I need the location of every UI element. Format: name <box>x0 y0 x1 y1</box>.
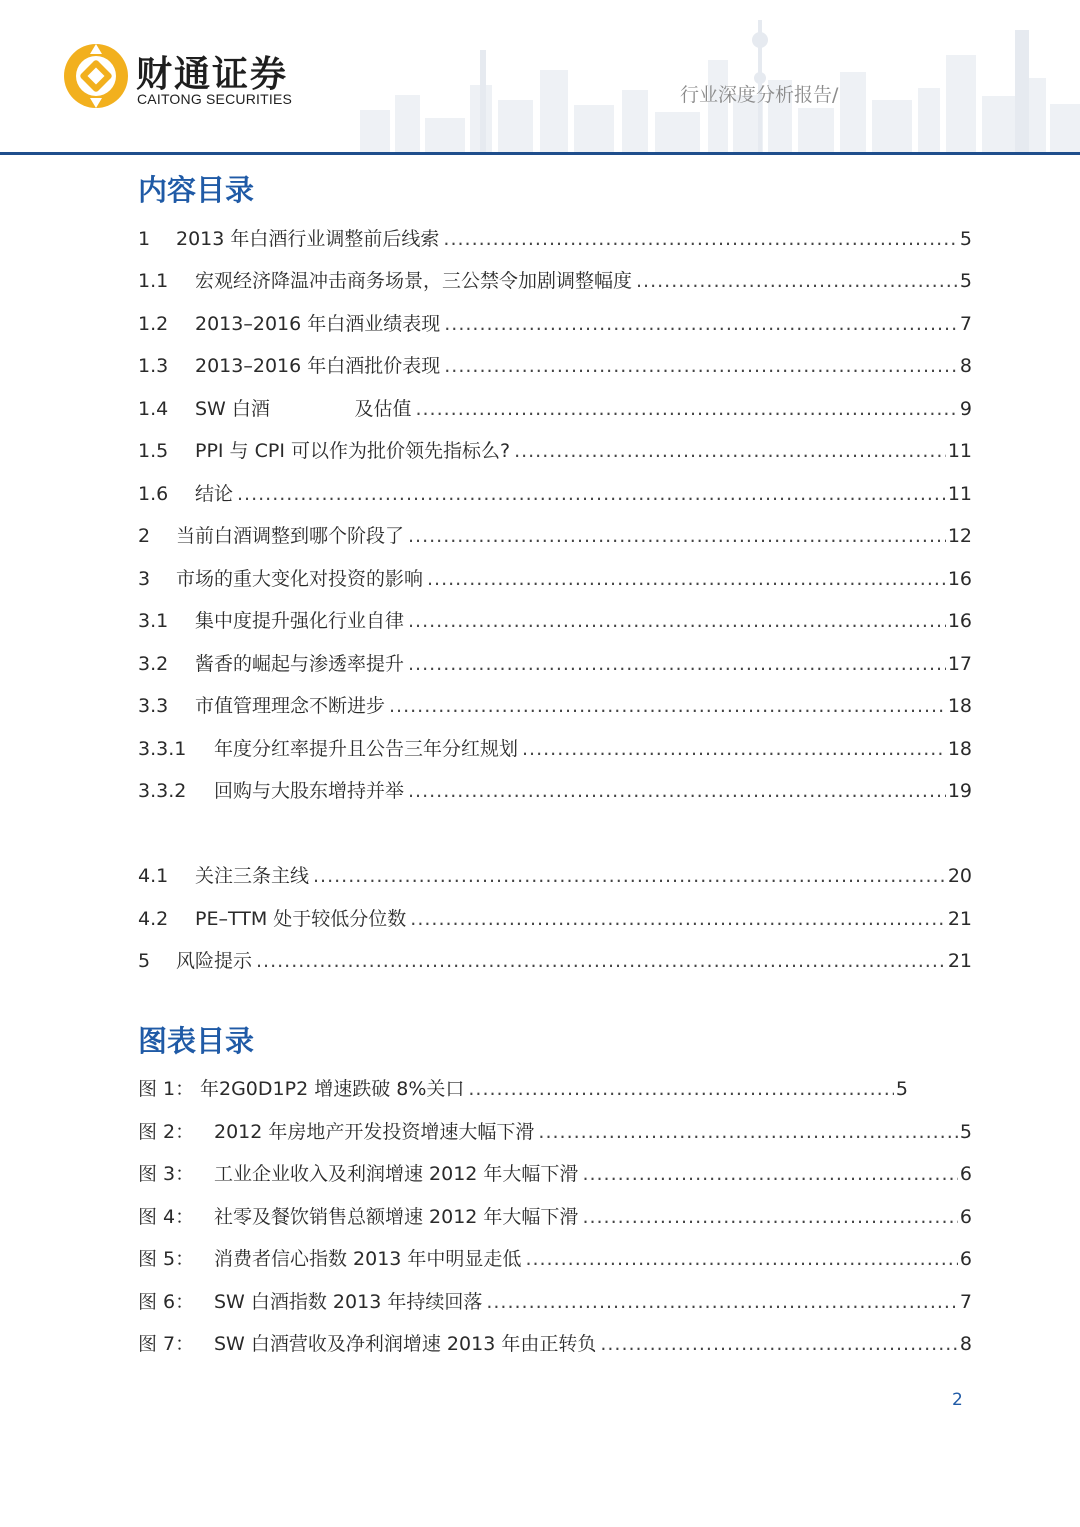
dot-leader <box>444 313 958 335</box>
caitong-logo-icon <box>62 42 130 110</box>
figure-entry-title: 工业企业收入及利润增速 2012 年大幅下滑 <box>214 1163 579 1185</box>
figure-entry[interactable] <box>138 1287 972 1317</box>
toc-entry-number: 1.6 <box>138 483 169 505</box>
logo-english-name: CAITONG SECURITIES <box>137 91 293 107</box>
toc-entry[interactable] <box>138 564 972 594</box>
dot-leader <box>444 355 958 377</box>
dot-leader <box>408 653 946 675</box>
dot-leader <box>538 1121 958 1143</box>
city-skyline-watermark <box>360 0 1080 152</box>
toc-entry-number: 2 <box>138 525 151 547</box>
dot-leader <box>582 1163 957 1185</box>
toc-entry[interactable] <box>138 351 972 381</box>
toc-entry-title: 2013–2016 年白酒业绩表现 <box>195 313 441 335</box>
figure-entry[interactable] <box>138 1159 972 1189</box>
dot-leader <box>600 1333 958 1355</box>
toc-entry-number: 5 <box>138 950 151 972</box>
toc-entry[interactable] <box>138 904 972 934</box>
dot-leader <box>237 483 946 505</box>
toc-entry-title: 关注三条主线 <box>195 865 310 887</box>
toc-entry-title: 结论 <box>195 483 234 505</box>
figure-entry-page: 7 <box>959 1291 972 1313</box>
toc-entry-page: 17 <box>947 653 972 675</box>
figure-entry-page: 6 <box>959 1206 972 1228</box>
dot-leader <box>427 568 946 590</box>
logo-chinese-name: 财通证券 <box>136 54 289 95</box>
toc-entry-title: SW 白酒 及估值 <box>195 398 412 420</box>
toc-entry-number: 4.1 <box>138 865 169 887</box>
dot-leader <box>313 865 946 887</box>
toc-entry-number: 3.3.2 <box>138 780 187 802</box>
toc-entry-title: 回购与大股东增持并举 <box>214 780 405 802</box>
toc-entry-title: 2013–2016 年白酒批价表现 <box>195 355 441 377</box>
toc-entry-title: 当前白酒调整到哪个阶段了 <box>176 525 405 547</box>
toc-entry[interactable] <box>138 691 972 721</box>
toc-entry[interactable] <box>138 266 972 296</box>
toc-entry-page: 21 <box>947 950 972 972</box>
toc-entry-page: 5 <box>959 228 972 250</box>
toc-entry-number: 1.4 <box>138 398 169 420</box>
figure-entry-number: 图 4： <box>138 1206 195 1228</box>
toc-entry[interactable] <box>138 861 972 891</box>
toc-entry-page: 16 <box>947 568 972 590</box>
dot-leader <box>514 440 946 462</box>
toc-entry-page: 19 <box>947 780 972 802</box>
figure-entry-title: SW 白酒指数 2013 年持续回落 <box>214 1291 483 1313</box>
figure-entry-number: 图 6： <box>138 1291 195 1313</box>
figure-entry[interactable] <box>138 1117 972 1147</box>
figure-entry[interactable] <box>138 1074 908 1104</box>
toc-entry-page: 7 <box>959 313 972 335</box>
toc-entry-number: 3.3.1 <box>138 738 187 760</box>
toc-entry-title: 市场的重大变化对投资的影响 <box>176 568 424 590</box>
toc-entry[interactable] <box>138 394 972 424</box>
figure-entry-title: 消费者信心指数 2013 年中明显走低 <box>214 1248 522 1270</box>
dot-leader <box>443 228 958 250</box>
dot-leader <box>636 270 958 292</box>
toc-entry[interactable] <box>138 606 972 636</box>
dot-leader <box>408 525 946 547</box>
toc-entry[interactable] <box>138 776 972 806</box>
toc-entry-title: PPI 与 CPI 可以作为批价领先指标么? <box>195 440 511 462</box>
dot-leader <box>410 908 946 930</box>
toc-entry-page: 11 <box>947 483 972 505</box>
header-divider <box>0 152 1080 155</box>
dot-leader <box>486 1291 958 1313</box>
toc-entry-title: PE–TTM 处于较低分位数 <box>195 908 407 930</box>
figure-entry-title: 2012 年房地产开发投资增速大幅下滑 <box>214 1121 535 1143</box>
toc-entry-page: 20 <box>947 865 972 887</box>
toc-entry[interactable] <box>138 649 972 679</box>
dot-leader <box>415 398 957 420</box>
toc-entry-title: 酱香的崛起与渗透率提升 <box>195 653 405 675</box>
figure-entry[interactable] <box>138 1329 972 1359</box>
toc-entry-page: 5 <box>959 270 972 292</box>
toc-entry[interactable] <box>138 436 972 466</box>
dot-leader <box>408 610 946 632</box>
figure-entry[interactable] <box>138 1202 972 1232</box>
toc-entry-title: 宏观经济降温冲击商务场景，三公禁令加剧调整幅度 <box>195 270 633 292</box>
toc-entry-page: 18 <box>947 695 972 717</box>
toc-entry[interactable] <box>138 479 972 509</box>
toc-entry[interactable] <box>138 734 972 764</box>
figure-entry-title: 年2G0D1P2 增速跌破 8%关口 <box>200 1078 465 1100</box>
toc-entry-number: 3.3 <box>138 695 169 717</box>
toc-entry-title: 2013 年白酒行业调整前后线索 <box>176 228 440 250</box>
toc-entry[interactable] <box>138 224 972 254</box>
toc-title: 内容目录 <box>138 173 255 207</box>
figure-entry-title: 社零及餐饮销售总额增速 2012 年大幅下滑 <box>214 1206 579 1228</box>
toc-entry-page: 16 <box>947 610 972 632</box>
toc-entry[interactable] <box>138 309 972 339</box>
figure-entry-number: 图 7： <box>138 1333 195 1355</box>
figures-title: 图表目录 <box>138 1024 255 1058</box>
toc-entry-number: 3 <box>138 568 151 590</box>
report-type-label: 行业深度分析报告/ <box>680 84 839 106</box>
figure-entry-number: 图 3： <box>138 1163 195 1185</box>
toc-entry[interactable] <box>138 946 972 976</box>
toc-entry-number: 3.2 <box>138 653 169 675</box>
figure-entry-number: 图 1： <box>138 1078 195 1100</box>
dot-leader <box>525 1248 957 1270</box>
toc-entry-title: 年度分红率提升且公告三年分红规划 <box>214 738 519 760</box>
figure-entry-page: 6 <box>959 1163 972 1185</box>
figure-entry[interactable] <box>138 1244 972 1274</box>
page-number: 2 <box>952 1390 963 1410</box>
dot-leader <box>389 695 946 717</box>
toc-entry-number: 4.2 <box>138 908 169 930</box>
toc-entry-page: 18 <box>947 738 972 760</box>
toc-entry-page: 11 <box>947 440 972 462</box>
dot-leader <box>408 780 946 802</box>
figure-entry-number: 图 2： <box>138 1121 195 1143</box>
toc-entry-number: 1.2 <box>138 313 169 335</box>
toc-entry-number: 1.3 <box>138 355 169 377</box>
toc-entry-page: 9 <box>959 398 972 420</box>
toc-entry-title: 风险提示 <box>176 950 253 972</box>
toc-entry-title: 集中度提升强化行业自律 <box>195 610 405 632</box>
toc-entry-number: 1.5 <box>138 440 169 462</box>
figure-entry-page: 8 <box>959 1333 972 1355</box>
toc-entry[interactable] <box>138 521 972 551</box>
dot-leader <box>468 1078 894 1100</box>
dot-leader <box>582 1206 957 1228</box>
figure-entry-page: 6 <box>959 1248 972 1270</box>
figure-entry-page: 5 <box>959 1121 972 1143</box>
page-header <box>0 0 1080 160</box>
toc-entry-number: 3.1 <box>138 610 169 632</box>
toc-entry-page: 12 <box>947 525 972 547</box>
toc-entry-page: 8 <box>959 355 972 377</box>
toc-entry-number: 1.1 <box>138 270 169 292</box>
toc-entry-number: 1 <box>138 228 151 250</box>
figure-entry-number: 图 5： <box>138 1248 195 1270</box>
dot-leader <box>522 738 946 760</box>
dot-leader <box>256 950 946 972</box>
toc-entry-page: 21 <box>947 908 972 930</box>
toc-entry-title: 市值管理理念不断进步 <box>195 695 386 717</box>
figure-entry-title: SW 白酒营收及净利润增速 2013 年由正转负 <box>214 1333 597 1355</box>
figure-entry-page: 5 <box>895 1078 908 1100</box>
